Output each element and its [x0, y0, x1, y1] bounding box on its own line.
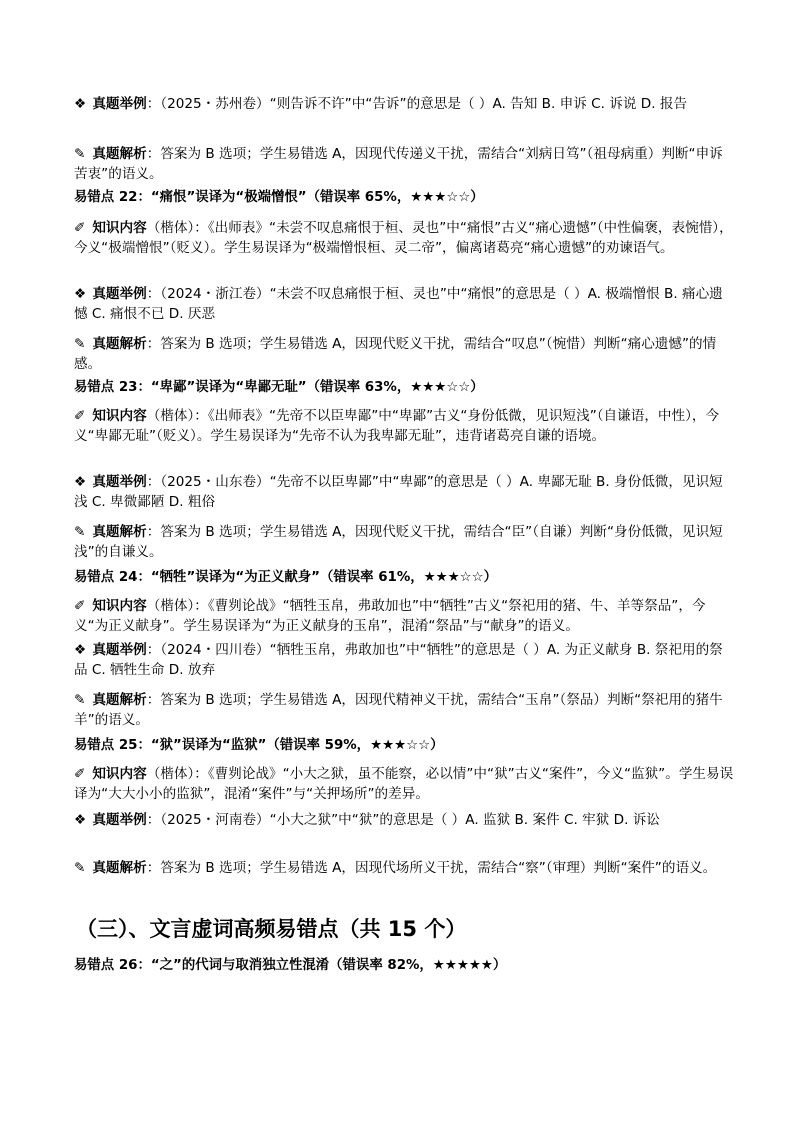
diamond-icon: ❖	[74, 812, 87, 828]
para-text: ：（2024・四川卷）“牺牲玉帛，弗敢加也”中“牺牲”的意思是（ ）A. 为正义献身 B. 祭祀用的祭品 C. 牺牲生命 D. 放弃	[74, 642, 723, 678]
pencil-icon: ✎	[74, 692, 86, 708]
para-label: 真题解析	[92, 524, 147, 540]
para-label: 真题举例	[92, 286, 147, 302]
error-point-heading: 易错点 25：“狱”误译为“监狱”（错误率 59%，★★★☆☆）	[74, 738, 444, 753]
exam-example-para	[74, 472, 734, 512]
para-label: 真题举例	[92, 474, 147, 490]
diamond-icon: ❖	[74, 474, 87, 490]
para-label: 真题解析	[92, 860, 147, 876]
pencil-icon: ✎	[74, 524, 86, 540]
exam-analysis-para	[74, 858, 734, 878]
pen-icon: ✐	[74, 598, 86, 614]
para-text: ：答案为 B 选项；学生易错选 A，因现代贬义干扰，需结合“臣”（自谦）判断“身份低微，见识短浅”的自谦义。	[74, 524, 723, 560]
error-point-heading: 易错点 26：“之”的代词与取消独立性混淆（错误率 82%，★★★★★）	[74, 958, 507, 973]
pencil-icon: ✎	[74, 146, 86, 162]
para-label: 真题解析	[92, 146, 147, 162]
para-text: ：答案为 B 选项；学生易错选 A，因现代场所义干扰，需结合“察”（审理）判断“案件”的语义。	[146, 860, 717, 876]
diamond-icon: ❖	[74, 286, 87, 302]
para-label: 知识内容	[92, 220, 147, 236]
exam-analysis-para	[74, 144, 734, 184]
knowledge-content-para	[74, 596, 734, 636]
para-text: （楷体）：《出师表》“先帝不以臣卑鄙”中“卑鄙”古义“身份低微，见识短浅”（自谦语，中性），今义“卑鄙无耻”（贬义）。学生易误译为“先帝不认为我卑鄙无耻”，违背诸葛亮自谦的语境。	[74, 408, 720, 444]
exam-example-para	[74, 94, 734, 114]
exam-analysis-para	[74, 522, 734, 562]
para-text: （楷体）：《曹刿论战》“牺牲玉帛，弗敢加也”中“牺牲”古义“祭祀用的猪、牛、羊等祭品”，今义“为正义献身”。学生易误译为“为正义献身的玉帛”，混淆“祭品”与“献身”的语义。	[74, 598, 706, 634]
para-label: 知识内容	[92, 408, 147, 424]
para-label: 真题举例	[92, 642, 147, 658]
knowledge-content-para	[74, 218, 734, 258]
para-label: 真题解析	[92, 692, 147, 708]
para-label: 真题解析	[92, 336, 147, 352]
diamond-icon: ❖	[74, 96, 87, 112]
error-point-heading: 易错点 23：“卑鄙”误译为“卑鄙无耻”（错误率 63%，★★★☆☆）	[74, 380, 484, 395]
para-text: （楷体）：《出师表》“未尝不叹息痛恨于桓、灵也”中“痛恨”古义“痛心遗憾”（中性偏褒，表惋惜），今义“极端憎恨”（贬义）。学生易误译为“极端憎恨桓、灵二帝”，偏离诸葛亮“痛心遗憾”的劝谏语气。	[74, 220, 733, 256]
diamond-icon: ❖	[74, 642, 87, 658]
exam-analysis-para	[74, 690, 734, 730]
pen-icon: ✐	[74, 220, 86, 236]
pencil-icon: ✎	[74, 860, 86, 876]
para-text: （楷体）：《曹刿论战》“小大之狱，虽不能察，必以情”中“狱”古义“案件”，今义“监狱”。学生易误译为“大大小小的监狱”，混淆“案件”与“关押场所”的差异。	[74, 766, 734, 802]
error-point-heading: 易错点 24：“牺牲”误译为“为正义献身”（错误率 61%，★★★☆☆）	[74, 570, 498, 585]
exam-example-para	[74, 284, 734, 324]
para-text: ：（2025・河南卷）“小大之狱”中“狱”的意思是（ ）A. 监狱 B. 案件 C. 牢狱 D. 诉讼	[146, 812, 660, 828]
exam-analysis-para	[74, 334, 734, 374]
para-label: 知识内容	[92, 598, 147, 614]
section-heading: （三）、文言虚词高频易错点（共 15 个）	[76, 917, 467, 941]
knowledge-content-para	[74, 406, 734, 446]
knowledge-content-para	[74, 764, 734, 804]
para-label: 真题举例	[92, 812, 147, 828]
para-text: ：（2025・山东卷）“先帝不以臣卑鄙”中“卑鄙”的意思是（ ）A. 卑鄙无耻 B. 身份低微，见识短浅 C. 卑微鄙陋 D. 粗俗	[74, 474, 723, 510]
pen-icon: ✐	[74, 408, 86, 424]
pencil-icon: ✎	[74, 336, 86, 352]
exam-example-para	[74, 640, 734, 680]
exam-example-para	[74, 810, 734, 830]
pen-icon: ✐	[74, 766, 86, 782]
para-label: 真题举例	[92, 96, 147, 112]
para-text: ：（2025・苏州卷）“则告诉不许”中“告诉”的意思是（ ）A. 告知 B. 申诉 C. 诉说 D. 报告	[146, 96, 688, 112]
para-text: ：答案为 B 选项；学生易错选 A，因现代精神义干扰，需结合“玉帛”（祭品）判断“祭祀用的猪牛羊”的语义。	[74, 692, 723, 728]
para-label: 知识内容	[92, 766, 147, 782]
para-text: ：答案为 B 选项；学生易错选 A，因现代传递义干扰，需结合“刘病日笃”（祖母病重）判断“申诉苦衷”的语义。	[74, 146, 723, 182]
para-text: ：（2024・浙江卷）“未尝不叹息痛恨于桓、灵也”中“痛恨”的意思是（ ）A. 极端憎恨 B. 痛心遗憾 C. 痛恨不已 D. 厌恶	[74, 286, 723, 322]
para-text: ：答案为 B 选项；学生易错选 A，因现代贬义干扰，需结合“叹息”（惋惜）判断“痛心遗憾”的情感。	[74, 336, 717, 372]
error-point-heading: 易错点 22：“痛恨”误译为“极端憎恨”（错误率 65%，★★★☆☆）	[74, 190, 484, 205]
